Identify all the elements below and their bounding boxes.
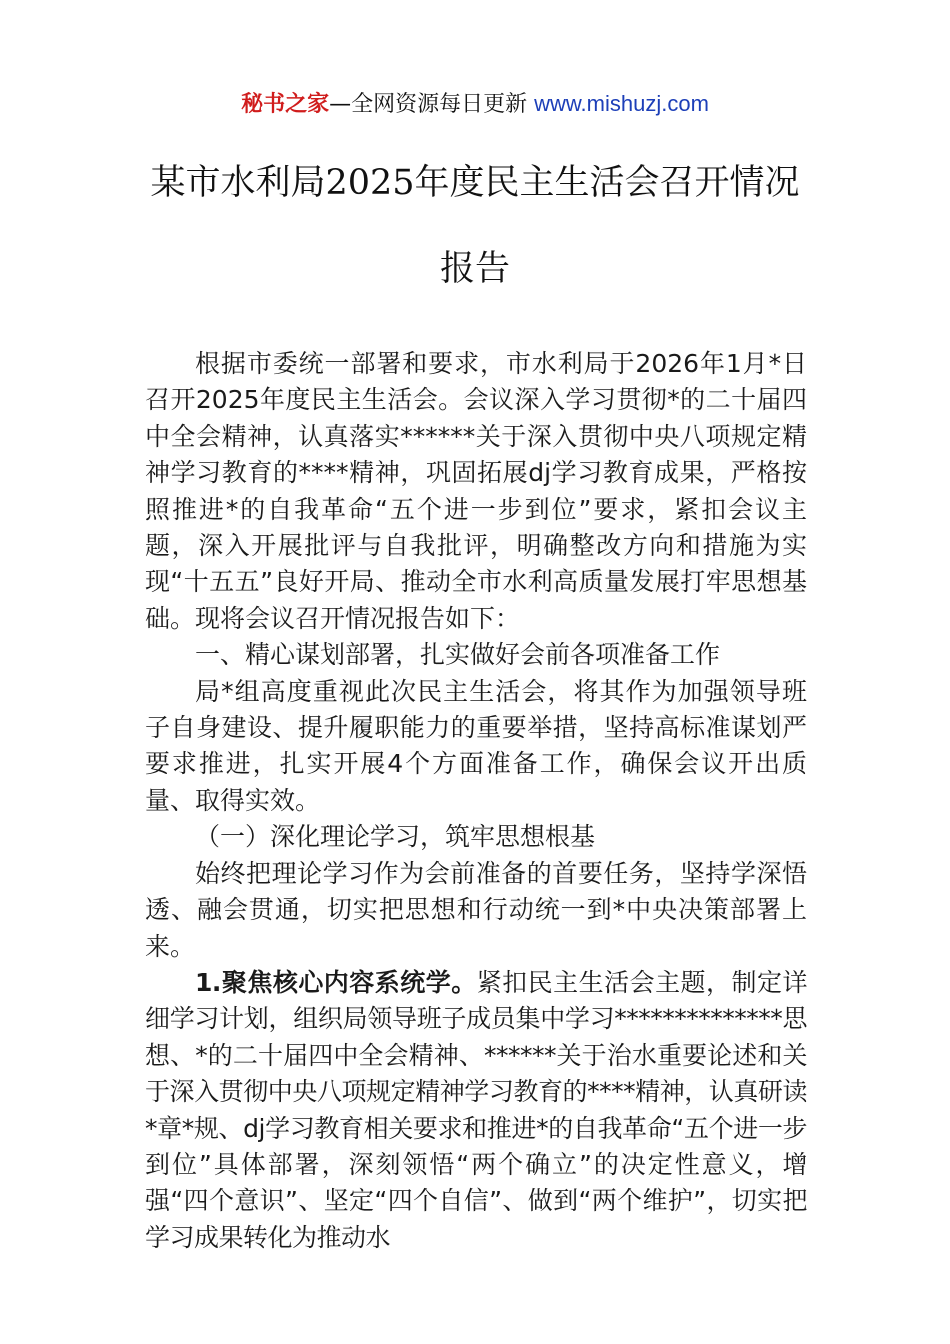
intro-paragraph: 根据市委统一部署和要求，市水利局于2026年1月*日召开2025年度民主生活会。会议深入学习贯彻*的二十届四中全会精神，认真落实******关于深入贯彻中央八项规定精神学习教育的****精神，巩固拓展dj学习教育成果，严格按照推进*的自我革命“五个进一步到位”要求，紧扣会议主题，深入开展批评与自我批评，明确整改方向和措施为实现“十五五”良好开局、推动全市水利高质量发展打牢思想基础。现将会议召开情况报告如下： [145,349,807,633]
site-banner [0,88,950,121]
item-1-text: 紧扣民主生活会主题，制定详细学习计划，组织局领导班子成员集中学习**************思想、*的二十届四中全会精神、******关于治水重要论述和关于深入贯彻中央八项规定精神学习教育的****精神，认真研读*章*规、dj学习教育相关要求和推进*的自我革命“五个进一步到位”具体部署，深刻领悟“两个确立”的决定性意义，增强“四个意识”、坚定“四个自信”、做到“两个维护”，切实把学习成果转化为推动水 [145,967,807,1252]
document-body [145,346,807,1256]
title-line-1: 某市水利局2025年度民主生活会召开情况 [150,163,800,203]
section-heading-1: 一、精心谋划部署，扎实做好会前各项准备工作 [195,640,721,670]
section-1-paragraph: 局*组高度重视此次民主生活会，将其作为加强领导班子自身建设、提升履职能力的重要举措，坚持高标准谋划严要求推进，扎实开展4个方面准备工作，确保会议开出质量、取得实效。 [145,676,807,815]
subsection-heading-1: （一）深化理论学习，筑牢思想根基 [195,822,596,852]
banner-tagline: —全网资源每日更新 [329,92,535,117]
document-title [120,158,830,330]
item-1-paragraph [145,965,807,1256]
subsection-1-paragraph: 始终把理论学习作为会前准备的首要任务，坚持学深悟透、融会贯通，切实把思想和行动统一到*中央决策部署上来。 [145,858,807,961]
brand-name[interactable]: 秘书之家 [241,92,330,117]
site-url-link[interactable]: www.mishuzj.com [534,91,709,116]
title-line-2: 报告 [439,249,510,289]
item-1-lead: 1.聚焦核心内容系统学。 [195,967,477,997]
